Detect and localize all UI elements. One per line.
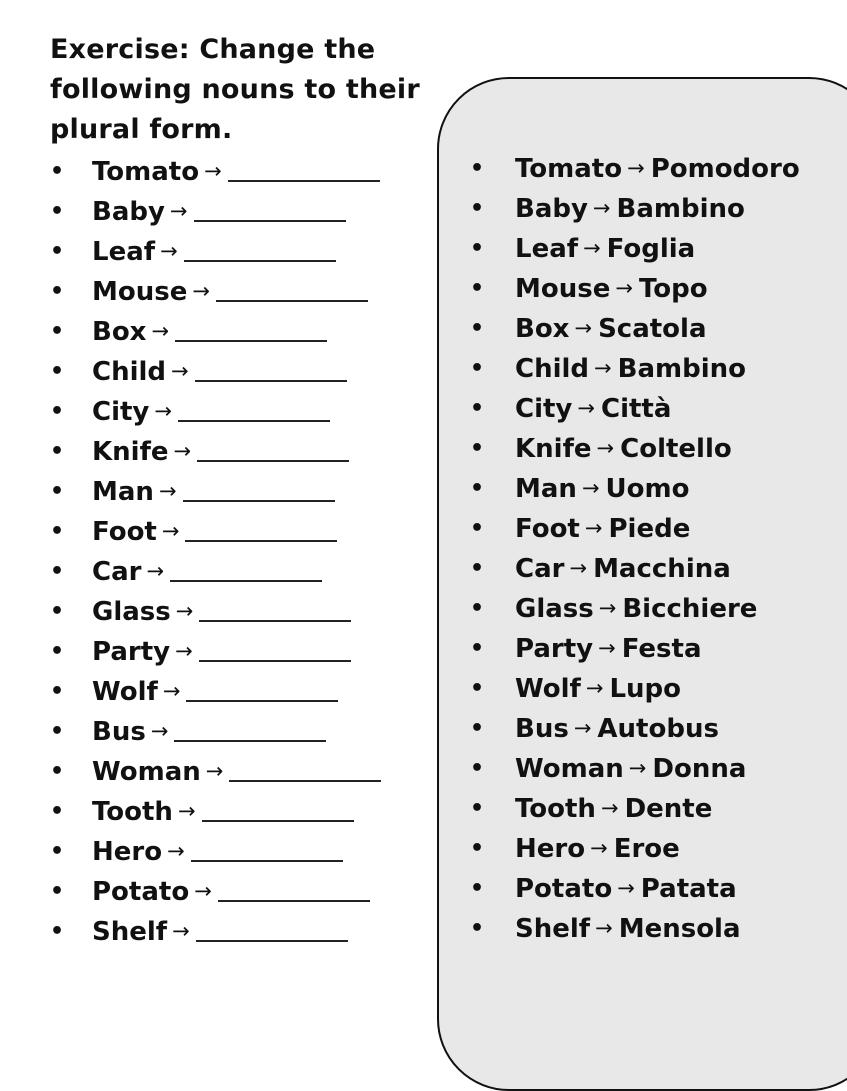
- answer-english: Leaf: [515, 234, 579, 264]
- bullet-icon: •: [50, 679, 65, 704]
- bullet-icon: •: [50, 199, 65, 224]
- answer-italian: Bambino: [616, 194, 745, 224]
- answer-english: Tooth: [515, 794, 596, 824]
- answer-blank[interactable]: [218, 872, 370, 902]
- arrow-icon: →: [584, 516, 603, 540]
- bullet-icon: •: [470, 476, 485, 501]
- arrow-icon: →: [594, 356, 612, 380]
- answer-italian: Bicchiere: [622, 594, 758, 624]
- exercise-item: [50, 912, 381, 952]
- noun: Knife: [92, 437, 169, 467]
- bullet-icon: •: [470, 156, 485, 181]
- answer-italian: Piede: [608, 514, 691, 544]
- bullet-icon: •: [50, 279, 65, 304]
- answer-blank[interactable]: [178, 392, 330, 422]
- exercise-item: [50, 632, 381, 672]
- noun: Box: [92, 317, 147, 347]
- arrow-icon: →: [595, 916, 613, 940]
- answer-item: [470, 869, 800, 909]
- arrow-icon: →: [590, 836, 608, 860]
- answer-blank[interactable]: [175, 312, 327, 342]
- answer-italian: Festa: [621, 634, 702, 664]
- noun: Tomato: [92, 157, 200, 187]
- bullet-icon: •: [470, 596, 485, 621]
- answer-blank[interactable]: [199, 592, 351, 622]
- arrow-icon: →: [171, 359, 189, 383]
- arrow-icon: →: [600, 796, 619, 820]
- answer-english: Party: [515, 634, 594, 664]
- noun: City: [92, 397, 150, 427]
- bullet-icon: •: [50, 239, 65, 264]
- answer-english: Bus: [515, 714, 569, 744]
- noun: Bus: [92, 717, 146, 747]
- answer-english: Woman: [515, 754, 624, 784]
- exercise-item: [50, 312, 381, 352]
- bullet-icon: •: [470, 876, 485, 901]
- exercise-list: [50, 152, 381, 952]
- bullet-icon: •: [470, 316, 485, 341]
- answer-english: Child: [515, 354, 590, 384]
- arrow-icon: →: [161, 519, 180, 543]
- answer-item: [470, 709, 800, 749]
- bullet-icon: •: [470, 756, 485, 781]
- arrow-icon: →: [598, 596, 617, 620]
- answer-english: Foot: [515, 514, 580, 544]
- answer-blank[interactable]: [195, 352, 347, 382]
- arrow-icon: →: [573, 716, 592, 740]
- bullet-icon: •: [50, 439, 65, 464]
- exercise-item: [50, 272, 381, 312]
- answer-english: Shelf: [515, 914, 591, 944]
- answer-italian: Mensola: [618, 914, 741, 944]
- exercise-item: [50, 232, 381, 272]
- noun: Hero: [92, 837, 163, 867]
- noun: Mouse: [92, 277, 188, 307]
- answer-blank[interactable]: [199, 632, 351, 662]
- answer-blank[interactable]: [174, 712, 326, 742]
- answer-blank[interactable]: [184, 232, 336, 262]
- answer-italian: Scatola: [598, 314, 707, 344]
- bullet-icon: •: [50, 479, 65, 504]
- answer-italian: Dente: [624, 794, 713, 824]
- bullet-icon: •: [50, 719, 65, 744]
- arrow-icon: →: [596, 436, 615, 460]
- exercise-item: [50, 392, 381, 432]
- bullet-icon: •: [50, 599, 65, 624]
- bullet-icon: •: [470, 436, 485, 461]
- answer-blank[interactable]: [191, 832, 343, 862]
- answer-item: [470, 669, 800, 709]
- answer-item: [470, 189, 800, 229]
- bullet-icon: •: [470, 396, 485, 421]
- answer-italian: Autobus: [597, 714, 719, 744]
- answer-item: [470, 349, 800, 389]
- bullet-icon: •: [470, 676, 485, 701]
- arrow-icon: →: [177, 799, 196, 823]
- exercise-item: [50, 512, 381, 552]
- bullet-icon: •: [50, 879, 65, 904]
- answer-item: [470, 589, 800, 629]
- bullet-icon: •: [50, 799, 65, 824]
- answer-blank[interactable]: [186, 672, 338, 702]
- noun: Tooth: [92, 797, 173, 827]
- arrow-icon: →: [172, 919, 190, 943]
- exercise-item: [50, 872, 381, 912]
- exercise-item: [50, 592, 381, 632]
- answer-italian: Coltello: [620, 434, 732, 464]
- answer-blank[interactable]: [202, 792, 354, 822]
- arrow-icon: →: [581, 476, 600, 500]
- arrow-icon: →: [160, 239, 178, 263]
- arrow-icon: →: [167, 839, 185, 863]
- answer-italian: Donna: [652, 754, 747, 784]
- answer-italian: Patata: [640, 874, 737, 904]
- arrow-icon: →: [577, 396, 595, 420]
- bullet-icon: •: [470, 236, 485, 261]
- arrow-icon: →: [173, 439, 192, 463]
- answer-english: Car: [515, 554, 565, 584]
- noun: Potato: [92, 877, 190, 907]
- arrow-icon: →: [574, 316, 593, 340]
- bullet-icon: •: [50, 319, 65, 344]
- bullet-icon: •: [470, 516, 485, 541]
- answer-item: [470, 149, 800, 189]
- noun: Party: [92, 637, 171, 667]
- exercise-item: [50, 712, 381, 752]
- noun: Leaf: [92, 237, 156, 267]
- answer-italian: Uomo: [605, 474, 690, 504]
- answer-blank[interactable]: [196, 912, 348, 942]
- answer-item: [470, 829, 800, 869]
- answer-item: [470, 229, 800, 269]
- answer-item: [470, 749, 800, 789]
- noun: Foot: [92, 517, 157, 547]
- noun: Glass: [92, 597, 171, 627]
- answer-item: [470, 629, 800, 669]
- answer-italian: Macchina: [593, 554, 731, 584]
- bullet-icon: •: [50, 839, 65, 864]
- exercise-item: [50, 832, 381, 872]
- arrow-icon: →: [628, 756, 647, 780]
- arrow-icon: →: [592, 196, 611, 220]
- answer-english: Mouse: [515, 274, 611, 304]
- arrow-icon: →: [154, 399, 172, 423]
- answer-blank[interactable]: [170, 552, 322, 582]
- arrow-icon: →: [615, 276, 633, 300]
- answer-blank[interactable]: [194, 192, 346, 222]
- exercise-title: Exercise: Change the following nouns to their plural form.: [50, 34, 420, 145]
- arrow-icon: →: [598, 636, 616, 660]
- answer-item: [470, 509, 800, 549]
- bullet-icon: •: [50, 759, 65, 784]
- answer-italian: Foglia: [606, 234, 696, 264]
- bullet-icon: •: [50, 399, 65, 424]
- arrow-icon: →: [151, 319, 170, 343]
- answer-item: [470, 909, 800, 949]
- answer-item: [470, 429, 800, 469]
- bullet-icon: •: [470, 716, 485, 741]
- arrow-icon: →: [158, 479, 177, 503]
- answer-italian: Eroe: [613, 834, 680, 864]
- bullet-icon: •: [470, 836, 485, 861]
- bullet-icon: •: [470, 916, 485, 941]
- answer-italian: Pomodoro: [650, 154, 800, 184]
- arrow-icon: →: [162, 679, 181, 703]
- arrow-icon: →: [175, 599, 194, 623]
- arrow-icon: →: [205, 759, 224, 783]
- noun: Woman: [92, 757, 201, 787]
- bullet-icon: •: [470, 196, 485, 221]
- answer-italian: Città: [600, 394, 672, 424]
- arrow-icon: →: [150, 719, 169, 743]
- exercise-item: [50, 792, 381, 832]
- arrow-icon: →: [204, 159, 222, 183]
- answer-item: [470, 469, 800, 509]
- exercise-item: [50, 552, 381, 592]
- arrow-icon: →: [585, 676, 604, 700]
- bullet-icon: •: [470, 276, 485, 301]
- answer-item: [470, 789, 800, 829]
- exercise-item: [50, 432, 381, 472]
- noun: Shelf: [92, 917, 168, 947]
- answer-italian: Topo: [638, 274, 708, 304]
- noun: Man: [92, 477, 154, 507]
- answer-item: [470, 309, 800, 349]
- noun: Baby: [92, 197, 165, 227]
- noun: Wolf: [92, 677, 158, 707]
- arrow-icon: →: [175, 639, 193, 663]
- answer-english: Potato: [515, 874, 613, 904]
- bullet-icon: •: [50, 919, 65, 944]
- answer-blank[interactable]: [229, 752, 381, 782]
- answer-blank[interactable]: [185, 512, 337, 542]
- arrow-icon: →: [583, 236, 601, 260]
- exercise-item: [50, 152, 381, 192]
- arrow-icon: →: [627, 156, 645, 180]
- answer-english: Box: [515, 314, 570, 344]
- answer-item: [470, 389, 800, 429]
- arrow-icon: →: [194, 879, 212, 903]
- bullet-icon: •: [470, 636, 485, 661]
- bullet-icon: •: [50, 159, 65, 184]
- answer-italian: Lupo: [609, 674, 682, 704]
- arrow-icon: →: [169, 199, 188, 223]
- answer-blank[interactable]: [183, 472, 335, 502]
- bullet-icon: •: [50, 559, 65, 584]
- exercise-item: [50, 752, 381, 792]
- arrow-icon: →: [146, 559, 165, 583]
- answer-blank[interactable]: [197, 432, 349, 462]
- answer-english: Hero: [515, 834, 586, 864]
- bullet-icon: •: [50, 639, 65, 664]
- bullet-icon: •: [470, 356, 485, 381]
- answer-english: City: [515, 394, 573, 424]
- answer-english: Wolf: [515, 674, 581, 704]
- answer-english: Man: [515, 474, 577, 504]
- exercise-item: [50, 352, 381, 392]
- answer-list: [470, 149, 800, 949]
- exercise-item: [50, 192, 381, 232]
- bullet-icon: •: [470, 556, 485, 581]
- exercise-item: [50, 472, 381, 512]
- answer-item: [470, 269, 800, 309]
- arrow-icon: →: [192, 279, 210, 303]
- arrow-icon: →: [617, 876, 635, 900]
- noun: Car: [92, 557, 142, 587]
- answer-italian: Bambino: [617, 354, 746, 384]
- answer-item: [470, 549, 800, 589]
- bullet-icon: •: [50, 519, 65, 544]
- exercise-item: [50, 672, 381, 712]
- bullet-icon: •: [470, 796, 485, 821]
- answer-english: Tomato: [515, 154, 623, 184]
- answer-english: Glass: [515, 594, 594, 624]
- arrow-icon: →: [569, 556, 588, 580]
- answer-blank[interactable]: [228, 152, 380, 182]
- answer-english: Baby: [515, 194, 588, 224]
- bullet-icon: •: [50, 359, 65, 384]
- answer-blank[interactable]: [216, 272, 368, 302]
- noun: Child: [92, 357, 167, 387]
- answer-english: Knife: [515, 434, 592, 464]
